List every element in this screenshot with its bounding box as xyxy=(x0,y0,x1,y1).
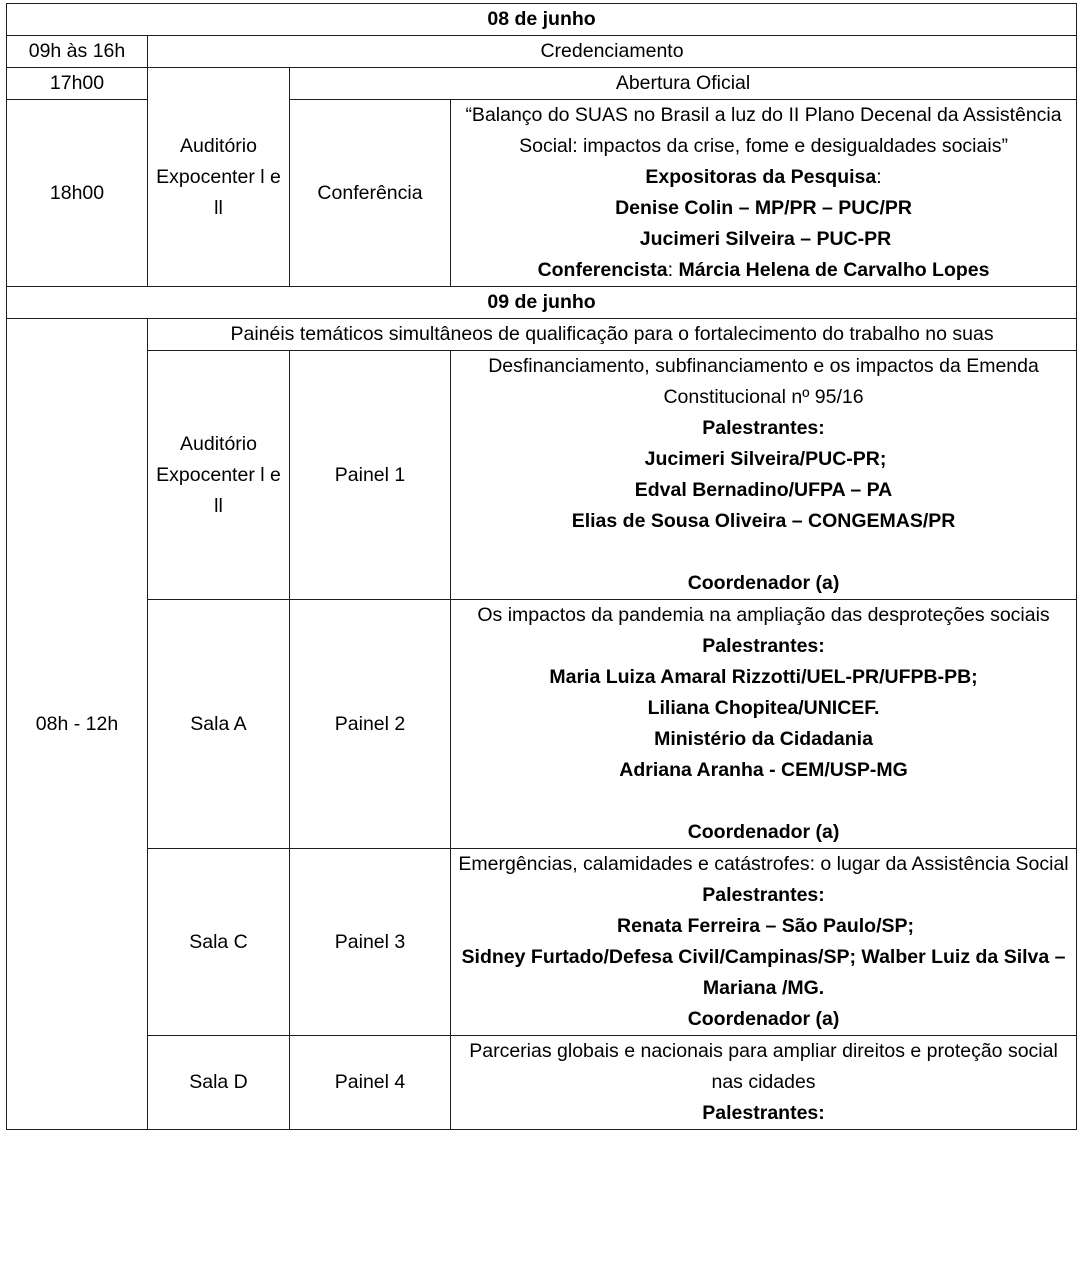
speakers-label: Palestrantes: xyxy=(702,417,825,439)
conferencia-type: Conferência xyxy=(290,100,451,287)
credenciamento-label: Credenciamento xyxy=(148,36,1077,68)
coordinator: Coordenador (a) xyxy=(687,821,840,843)
panel-title: Desfinanciamento, subfinanciamento e os impactos da Emenda Constitucional nº 95/16 xyxy=(488,355,1039,408)
table-row xyxy=(7,319,1077,351)
table-row xyxy=(7,600,1077,849)
panel-description xyxy=(451,600,1077,849)
panel-place: Sala C xyxy=(148,849,290,1036)
panel-name: Painel 4 xyxy=(290,1036,451,1130)
day-header-row xyxy=(7,4,1077,36)
table-row xyxy=(7,1036,1077,1130)
panel-place: Auditório Expocenter l e ll xyxy=(148,351,290,600)
conferencista-sep: : xyxy=(667,259,679,281)
panel-description xyxy=(451,849,1077,1036)
conferencista-label: Conferencista xyxy=(537,259,668,281)
abertura-time: 17h00 xyxy=(7,68,148,100)
table-row xyxy=(7,849,1077,1036)
speaker: Sidney Furtado/Defesa Civil/Campinas/SP; Walber Luiz da Silva – Mariana /MG. xyxy=(461,946,1066,999)
expositoras-suffix: : xyxy=(876,166,882,188)
coordinator: Coordenador (a) xyxy=(687,572,840,594)
credenciamento-time: 09h às 16h xyxy=(7,36,148,68)
speaker: Liliana Chopitea/UNICEF. xyxy=(647,697,880,719)
day2-title: 09 de junho xyxy=(7,287,1077,319)
abertura-label: Abertura Oficial xyxy=(290,68,1077,100)
table-row xyxy=(7,36,1077,68)
speaker: Maria Luiza Amaral Rizzotti/UEL-PR/UFPB-PB; xyxy=(549,666,978,688)
spacer xyxy=(457,537,1070,568)
speaker: Ministério da Cidadania xyxy=(654,728,873,750)
speaker: Edval Bernadino/UFPA – PA xyxy=(634,479,893,501)
panel-place: Sala D xyxy=(148,1036,290,1130)
panel-title: Parcerias globais e nacionais para ampliar direitos e proteção social nas cidades xyxy=(469,1040,1058,1093)
table-row xyxy=(7,351,1077,600)
expositor-1: Denise Colin – MP/PR – PUC/PR xyxy=(615,197,912,219)
coordinator: Coordenador (a) xyxy=(687,1008,840,1030)
expositoras-label: Expositoras da Pesquisa xyxy=(645,166,877,188)
panel-title: Emergências, calamidades e catástrofes: o lugar da Assistência Social xyxy=(458,853,1069,875)
spacer xyxy=(457,786,1070,817)
panel-description xyxy=(451,1036,1077,1130)
expositor-2: Jucimeri Silveira – PUC-PR xyxy=(639,228,892,250)
day1-title: 08 de junho xyxy=(7,4,1077,36)
conferencia-title: “Balanço do SUAS no Brasil a luz do II Plano Decenal da Assistência Social: impactos da crise, fome e desigualdades sociais” xyxy=(465,104,1062,157)
panel-name: Painel 1 xyxy=(290,351,451,600)
speaker: Elias de Sousa Oliveira – CONGEMAS/PR xyxy=(571,510,956,532)
schedule-table xyxy=(6,3,1077,1130)
panel-title: Os impactos da pandemia na ampliação das desproteções sociais xyxy=(477,604,1050,626)
conferencista-line xyxy=(457,255,1070,286)
panels-header: Painéis temáticos simultâneos de qualificação para o fortalecimento do trabalho no suas xyxy=(148,319,1077,351)
panel-description xyxy=(451,351,1077,600)
speakers-label: Palestrantes: xyxy=(702,1102,825,1124)
speaker: Jucimeri Silveira/PUC-PR; xyxy=(644,448,887,470)
conferencia-place: Auditório Expocenter l e ll xyxy=(148,68,290,287)
expositoras-line xyxy=(457,162,1070,193)
speaker: Adriana Aranha - CEM/USP-MG xyxy=(619,759,908,781)
day-header-row xyxy=(7,287,1077,319)
speaker: Renata Ferreira – São Paulo/SP; xyxy=(617,915,914,937)
conferencista-name: Márcia Helena de Carvalho Lopes xyxy=(678,259,990,281)
conferencia-description xyxy=(451,100,1077,287)
day2-time: 08h - 12h xyxy=(7,319,148,1130)
speakers-label: Palestrantes: xyxy=(702,884,825,906)
panel-name: Painel 2 xyxy=(290,600,451,849)
panel-place: Sala A xyxy=(148,600,290,849)
panel-name: Painel 3 xyxy=(290,849,451,1036)
conferencia-time: 18h00 xyxy=(7,100,148,287)
table-row xyxy=(7,68,1077,100)
speakers-label: Palestrantes: xyxy=(702,635,825,657)
